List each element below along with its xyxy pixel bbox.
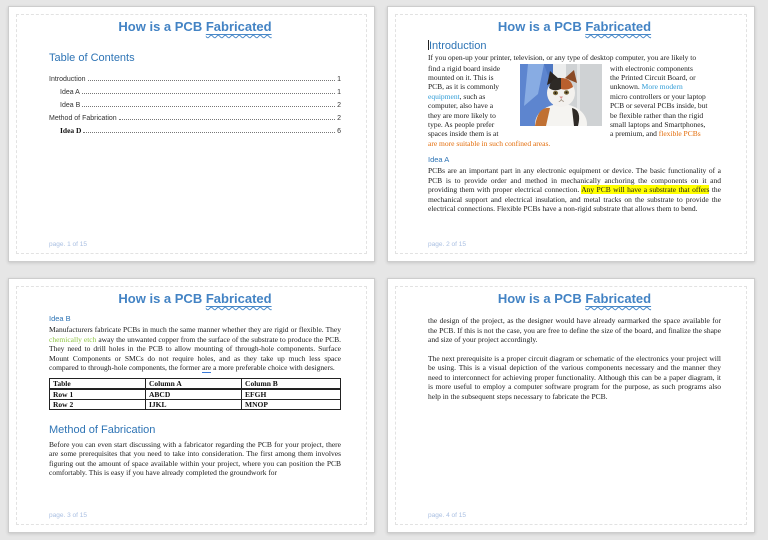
table-header-row xyxy=(50,378,341,389)
toc-entry-idea-d[interactable] xyxy=(49,122,341,135)
document-page-4[interactable] xyxy=(387,278,755,533)
table-header-cell: Column A xyxy=(146,378,242,389)
document-page-2[interactable] xyxy=(387,6,755,262)
toc-page-number: 6 xyxy=(337,128,341,135)
toc-heading: Table of Contents xyxy=(49,52,135,64)
page-4-content xyxy=(428,291,721,520)
body-paragraph: the design of the project, as the designer would have already earmarked the space available for the PCB. If this is not the case, you are free to define the size of the board, and finalize the shape and size of your project accordingly. xyxy=(428,316,721,344)
text-line: mounted on it. This is xyxy=(428,72,494,82)
body-paragraph: The next prerequisite is a proper circuit diagram or schematic of the electronics your project will be using. This is a visual depiction of the various components necessary and the manner they need to interconnect for achieving proper functionality. Although this can be a paper diagram, it is more useful to employ a computer software program for the purpose, as such programs also help in the subsequent steps necessary to fabricate the PCB. xyxy=(428,353,721,401)
text-line: with electronic components xyxy=(610,63,693,73)
document-page-3[interactable] xyxy=(8,278,375,533)
text-line: equipment, such as xyxy=(428,91,486,101)
idea-a-paragraph: PCBs are an important part in any electronic equipment or device. The basic functionality of a PCB is to provide order and method in mechanically anchoring the components on it and providing them with proper electrical connection. Any PCB will have a substrate that offers the mechanical support and electrical insulation, and metal tracks on the substrate to provide the electrical connections. Flexible PCBs have a non-rigid substrate that allows them to bend. xyxy=(428,166,721,214)
title-text: How is a PCB xyxy=(118,19,206,34)
toc-page-number: 2 xyxy=(337,102,341,109)
intro-first-line: If you open-up your printer, television, or any type of desktop computer, you are likely to xyxy=(428,53,697,62)
text-line: be flexible rather than the rigid xyxy=(610,110,704,120)
wrap-right-column xyxy=(608,64,721,139)
table-cell: ABCD xyxy=(146,389,242,400)
text-line: the Printed Circuit Board, or xyxy=(610,72,696,82)
title-text: How is a PCB xyxy=(497,19,586,34)
document-title xyxy=(49,291,341,307)
dot-leader xyxy=(82,106,335,107)
document-page-1[interactable] xyxy=(8,6,375,262)
spellcheck-squiggle xyxy=(206,19,272,34)
title-underlined-word: Fabricated xyxy=(585,291,652,306)
text-line: PCB, as it is commonly xyxy=(428,82,500,92)
text-line: spaces inside them is at xyxy=(428,129,499,139)
text-line: a premium, and flexible PCBs xyxy=(610,129,701,139)
heading-idea-b: Idea B xyxy=(49,314,71,323)
dot-leader xyxy=(82,93,335,94)
page-footer: page. 2 of 15 xyxy=(428,241,466,248)
toc-label: Idea D xyxy=(60,126,82,135)
text-line: unknown. More modern xyxy=(610,82,683,92)
table-cell: MNOP xyxy=(242,399,341,409)
wrap-left-column xyxy=(428,64,514,139)
text-line: micro controllers or your laptop xyxy=(610,91,706,101)
text-line: find a rigid board inside xyxy=(428,63,501,73)
text-wrap-block xyxy=(428,64,721,139)
document-title xyxy=(428,291,721,307)
title-underlined-word: Fabricated xyxy=(585,19,652,34)
table-cell: EFGH xyxy=(242,389,341,400)
heading-method-of-fabrication: Method of Fabrication xyxy=(49,423,156,436)
toc-entry-idea-a[interactable] xyxy=(49,83,341,96)
table-row xyxy=(50,399,341,409)
toc-label: Idea B xyxy=(60,102,81,109)
toc-page-number: 1 xyxy=(337,89,341,96)
spellcheck-squiggle xyxy=(585,19,651,34)
dot-leader xyxy=(119,119,335,120)
text-line: type. As people prefer xyxy=(428,119,495,129)
table-cell: Row 2 xyxy=(50,399,146,409)
title-underlined-word: Fabricated xyxy=(205,19,272,34)
page-footer: page. 4 of 15 xyxy=(428,512,466,519)
page-footer: page. 1 of 15 xyxy=(49,241,87,248)
document-title xyxy=(428,19,721,35)
heading-introduction: Introduction xyxy=(429,40,487,52)
table-header-cell: Table xyxy=(50,378,146,389)
page-footer: page. 3 of 15 xyxy=(49,512,87,519)
toc-entry-method-of-fabrication[interactable] xyxy=(49,109,341,122)
dot-leader xyxy=(88,80,336,81)
data-table[interactable] xyxy=(49,378,341,410)
text-line: small laptops and Smartphones, xyxy=(610,119,706,129)
toc-label: Idea A xyxy=(60,89,80,96)
highlighted-text: Any PCB will have a substrate that offers xyxy=(581,185,710,195)
toc-label: Method of Fabrication xyxy=(49,115,117,122)
text-line: they are more likely to xyxy=(428,110,496,120)
toc-label: Introduction xyxy=(49,76,86,83)
method-paragraph: Before you can even start discussing with a fabricator regarding the PCB for your project, there are some prerequisites that you need to take into consideration. The first among them involves figuring out the amount of space available within your project, where you can position the PCB comfortably. This is easy if you have already completed the groundwork for xyxy=(49,439,341,477)
cat-image[interactable] xyxy=(520,64,602,126)
table-row xyxy=(50,389,341,400)
spellcheck-squiggle xyxy=(585,291,651,306)
dot-leader xyxy=(83,132,335,133)
text-line: computer, also have a xyxy=(428,101,494,111)
text-line: PCB or several PCBs inside, but xyxy=(610,101,708,111)
idea-b-paragraph: Manufacturers fabricate PCBs in much the same manner whether they are rigid or flexible. They chemically etch away the unwanted copper from the surface of the substrate to produce the PCB. They need to drill holes in the PCB to allow mounting of through-hole components. Surface Mount Components or SMCs do not require holes, and as they take up much less space compared to through-hole components, the former are a more preferable choice with designers. xyxy=(49,325,341,372)
page-3-content xyxy=(49,291,341,520)
intro-tail-line: are more suitable in such confined areas. xyxy=(428,138,551,148)
title-text: How is a PCB xyxy=(118,291,206,306)
toc-page-number: 1 xyxy=(337,76,341,83)
toc-entry-idea-b[interactable] xyxy=(49,96,341,109)
toc-entry-introduction[interactable] xyxy=(49,70,341,83)
title-text: How is a PCB xyxy=(497,291,586,306)
title-underlined-word: Fabricated xyxy=(205,291,272,306)
table-header-cell: Column B xyxy=(242,378,341,389)
table-of-contents xyxy=(49,70,341,135)
spellcheck-squiggle xyxy=(206,291,272,306)
page-1-content xyxy=(49,19,341,249)
page-2-content xyxy=(428,19,721,249)
heading-idea-a: Idea A xyxy=(428,155,450,165)
table-cell: Row 1 xyxy=(50,389,146,400)
toc-page-number: 2 xyxy=(337,115,341,122)
table-cell: IJKL xyxy=(146,399,242,409)
grammar-check-underline: are xyxy=(202,363,212,372)
document-title xyxy=(49,19,341,35)
